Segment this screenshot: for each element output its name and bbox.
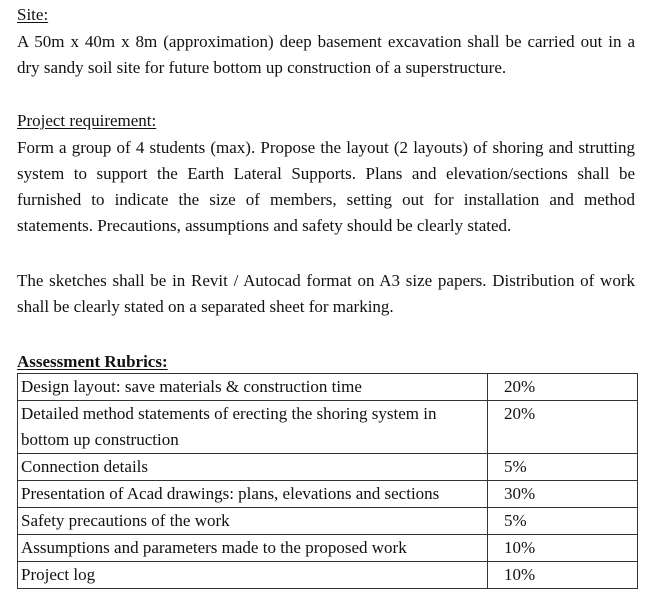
rubric-weight: 5% [488, 508, 638, 535]
table-row [18, 535, 638, 562]
rubric-weight: 5% [488, 454, 638, 481]
rubric-criterion: Assumptions and parameters made to the proposed work [18, 535, 488, 562]
assessment-rubrics-heading: Assessment Rubrics: [17, 352, 168, 371]
rubric-criterion: Presentation of Acad drawings: plans, elevations and sections [18, 481, 488, 508]
project-requirement-heading: Project requirement: [17, 111, 157, 130]
rubric-weight: 20% [488, 401, 638, 454]
rubric-criterion: Connection details [18, 454, 488, 481]
rubrics-table [17, 373, 638, 589]
site-description: A 50m x 40m x 8m (approximation) deep basement excavation shall be carried out in a dry sandy soil site for future bottom up construction of a superstructure. [17, 32, 635, 77]
site-heading: Site: [17, 5, 49, 24]
sketches-text: The sketches shall be in Revit / Autocad format on A3 size papers. Distribution of work shall be clearly stated on a separated sheet for marking. [17, 271, 635, 316]
rubric-criterion: Project log [18, 562, 488, 589]
table-row [18, 454, 638, 481]
table-row [18, 401, 638, 454]
table-row [18, 508, 638, 535]
rubric-weight: 30% [488, 481, 638, 508]
table-row [18, 374, 638, 401]
project-requirement-text: Form a group of 4 students (max). Propose the layout (2 layouts) of shoring and strutting system to support the Earth Lateral Supports. Plans and elevation/sections shall be furnished to indicate the size of members, setting out for installation and method statements. Precautions, assumptions and safety should be clearly stated. [17, 138, 635, 235]
rubric-weight: 20% [488, 374, 638, 401]
rubric-weight: 10% [488, 562, 638, 589]
rubric-criterion: Detailed method statements of erecting the shoring system in bottom up construction [18, 401, 488, 454]
rubric-weight: 10% [488, 535, 638, 562]
rubric-criterion: Safety precautions of the work [18, 508, 488, 535]
rubric-criterion: Design layout: save materials & construction time [18, 374, 488, 401]
table-row [18, 481, 638, 508]
table-row [18, 562, 638, 589]
